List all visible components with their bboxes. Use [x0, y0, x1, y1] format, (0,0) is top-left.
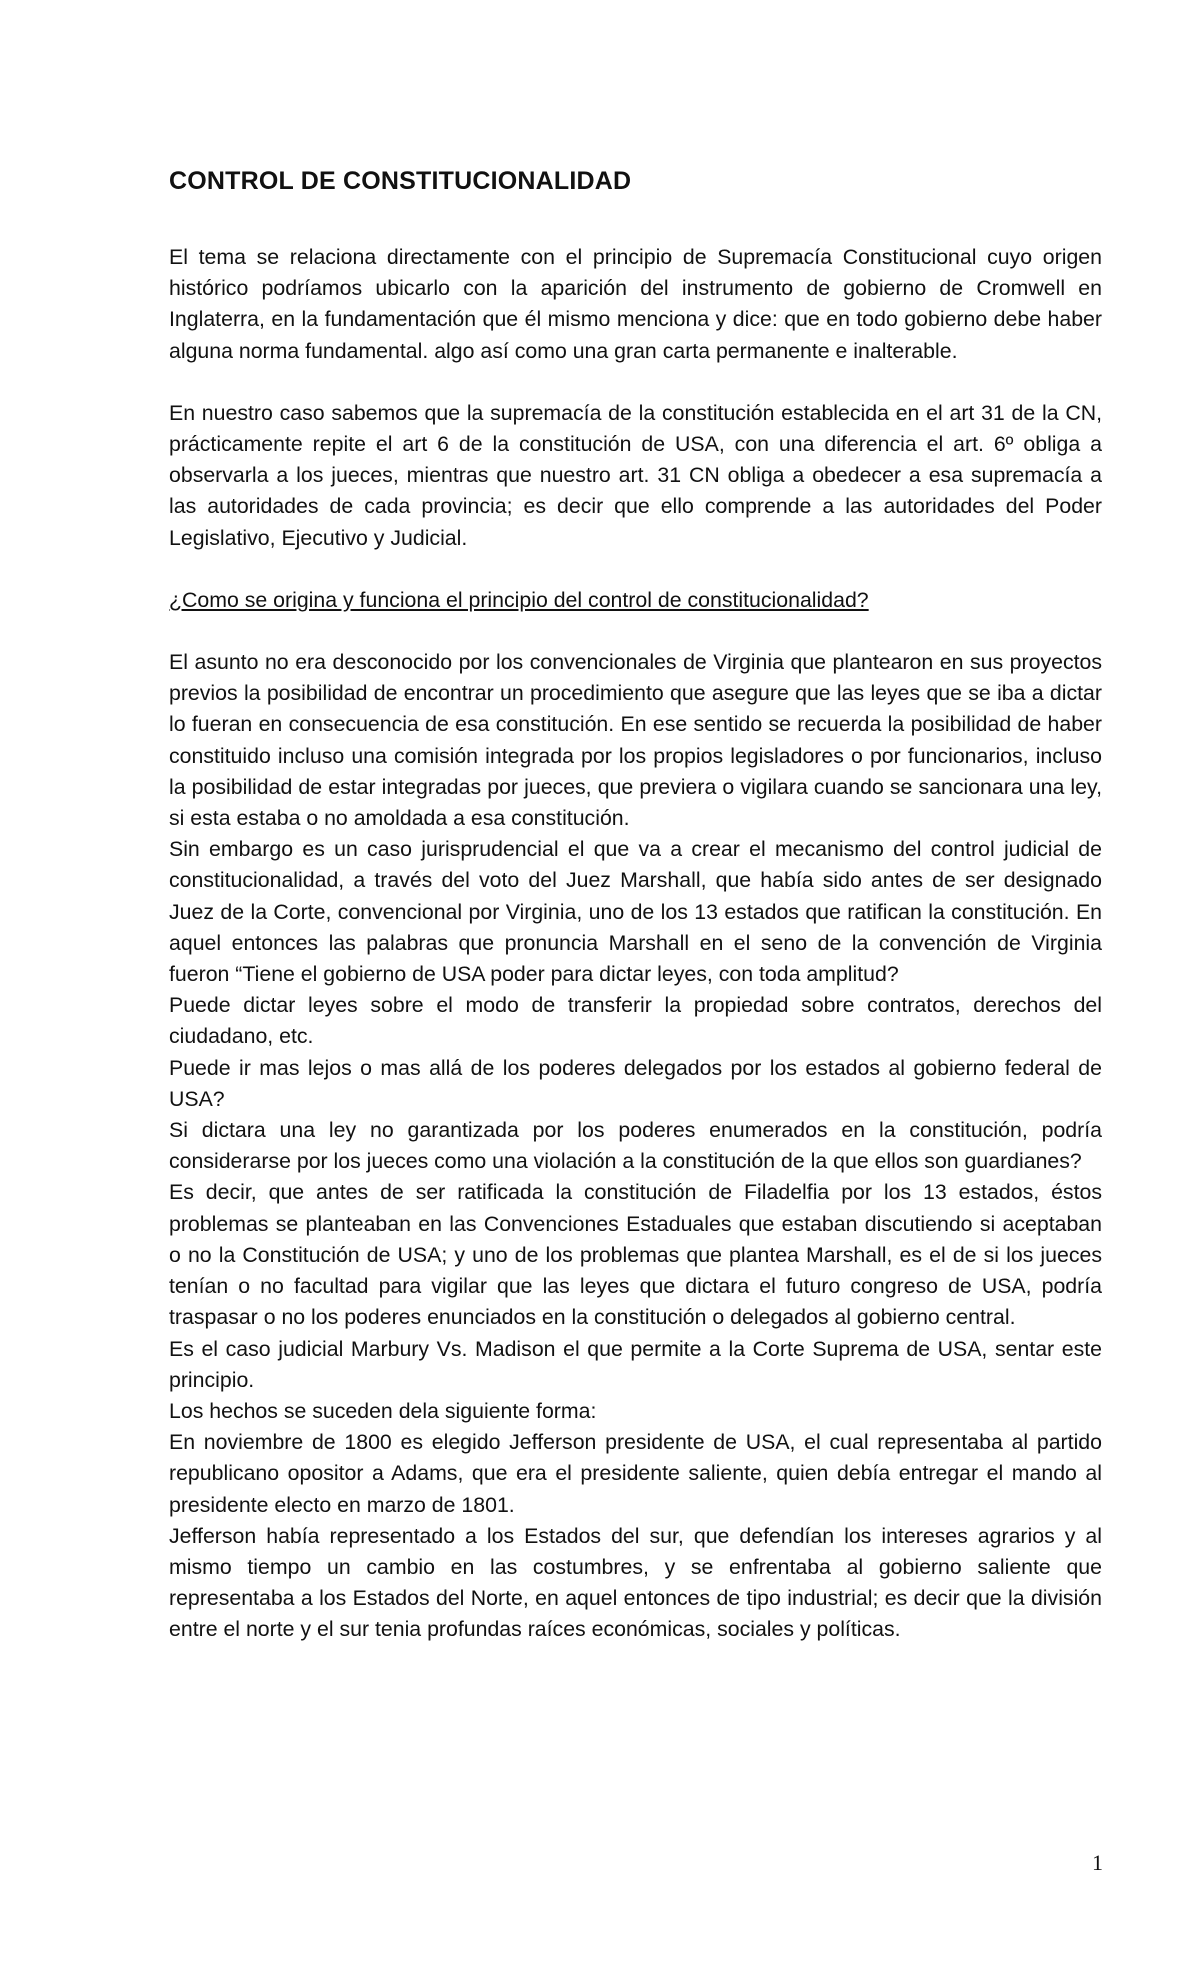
- body-paragraph: Puede ir mas lejos o mas allá de los poderes delegados por los estados al gobierno federal de USA?: [169, 1055, 1102, 1111]
- body-paragraph: Jefferson había representado a los Estados del sur, que defendían los intereses agrarios y al mismo tiempo un cambio en las costumbres, y se enfrentaba al gobierno saliente que representaba a los Estados del Norte, en aquel entonces de tipo industrial; es decir que la división entre el norte y el sur tenia profundas raíces económicas, sociales y políticas.: [169, 1523, 1102, 1642]
- section-question: ¿Como se origina y funciona el principio del control de constitucionalidad?: [169, 587, 869, 612]
- body-paragraph: Los hechos se suceden dela siguiente forma:: [169, 1398, 597, 1423]
- document-page: [169, 166, 1102, 1646]
- body-paragraph: Si dictara una ley no garantizada por los poderes enumerados en la constitución, podría considerarse por los jueces como una violación a la constitución de la que ellos son guardianes?: [169, 1118, 1102, 1174]
- body-paragraph: Puede dictar leyes sobre el modo de transferir la propiedad sobre contratos, derechos del ciudadano, etc.: [169, 993, 1102, 1049]
- body-paragraph: Es el caso judicial Marbury Vs. Madison el que permite a la Corte Suprema de USA, sentar este principio.: [169, 1336, 1102, 1392]
- body-paragraph: Sin embargo es un caso jurisprudencial el que va a crear el mecanismo del control judicial de constitucionalidad, a través del voto del Juez Marshall, que había sido antes de ser designado Juez de la Corte, convencional por Virginia, uno de los 13 estados que ratifican la constitución. En aquel entonces las palabras que pronuncia Marshall en el seno de la convención de Virginia fueron “Tiene el gobierno de USA poder para dictar leyes, con toda amplitud?: [169, 837, 1102, 987]
- intro-paragraph: El tema se relaciona directamente con el principio de Supremacía Constitucional cuyo origen histórico podríamos ubicarlo con la aparición del instrumento de gobierno de Cromwell en Inglaterra, en la fundamentación que él mismo menciona y dice: que en todo gobierno debe haber alguna norma fundamental. algo así como una gran carta permanente e inalterable.: [169, 245, 1102, 363]
- body-paragraph: En noviembre de 1800 es elegido Jefferson presidente de USA, el cual representaba al partido republicano opositor a Adams, que era el presidente saliente, quien debía entregar el mando al presidente electo en marzo de 1801.: [169, 1430, 1102, 1517]
- document-title: CONTROL DE CONSTITUCIONALIDAD: [169, 167, 632, 195]
- body-paragraph: El asunto no era desconocido por los convencionales de Virginia que plantearon en sus proyectos previos la posibilidad de encontrar un procedimiento que asegure que las leyes que se iba a dictar lo fueran en consecuencia de esa constitución. En ese sentido se recuerda la posibilidad de haber constituido incluso una comisión integrada por los propios legisladores o por funcionarios, incluso la posibilidad de estar integradas por jueces, que previera o vigilara cuando se sancionara una ley, si esta estaba o no amoldada a esa constitución.: [169, 650, 1102, 831]
- supremacy-paragraph: En nuestro caso sabemos que la supremacía de la constitución establecida en el art 31 de la CN, prácticamente repite el art 6 de la constitución de USA, con una diferencia el art. 6º obliga a observarla a los jueces, mientras que nuestro art. 31 CN obliga a obedecer a esa supremacía a las autoridades de cada provincia; es decir que ello comprende a las autoridades del Poder Legislativo, Ejecutivo y Judicial.: [169, 400, 1102, 550]
- body-paragraph: Es decir, que antes de ser ratificada la constitución de Filadelfia por los 13 estados, éstos problemas se planteaban en las Convenciones Estaduales que estaban discutiendo si aceptaban o no la Constitución de USA; y uno de los problemas que plantea Marshall, es el de si los jueces tenían o no facultad para vigilar que las leyes que dictara el futuro congreso de USA, podría traspasar o no los poderes enunciados en la constitución o delegados al gobierno central.: [169, 1180, 1102, 1330]
- page-number: 1: [1092, 1850, 1103, 1875]
